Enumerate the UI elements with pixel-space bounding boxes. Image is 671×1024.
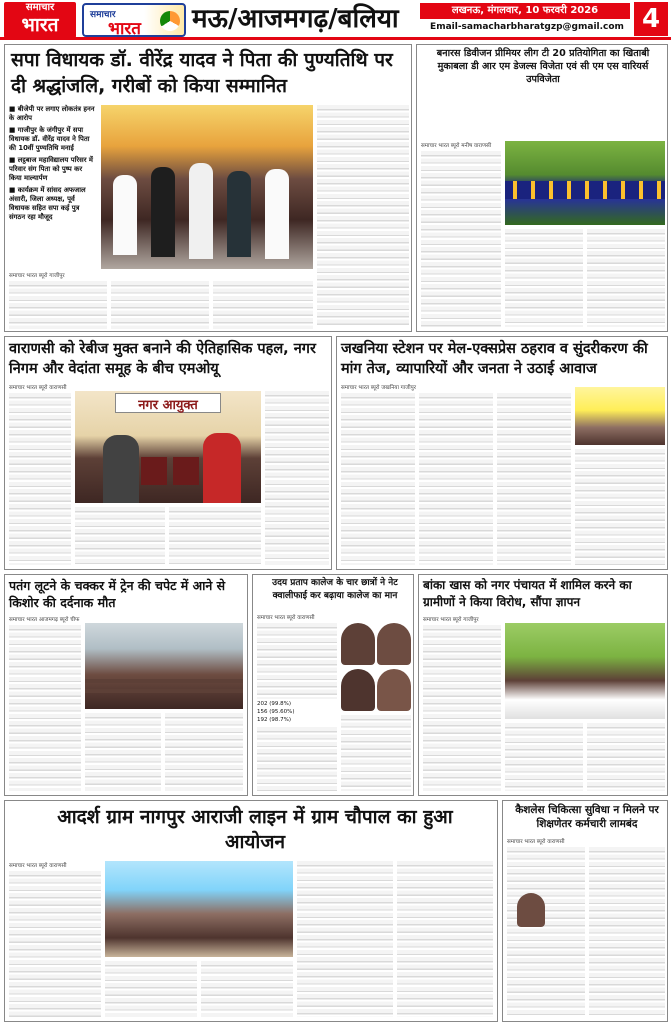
headline: आदर्श ग्राम नागपुर आराजी लाइन में ग्राम चौपाल का हुआ आयोजन [57, 806, 453, 853]
flag-emblem-icon [160, 11, 180, 31]
byline: समाचार भारत ब्यूरो वाराणसी [257, 615, 315, 621]
story-body-col2 [85, 713, 161, 791]
byline: समाचार भारत ब्यूरो वाराणसी [9, 863, 67, 869]
stat-1: 202 (99.8%) [257, 701, 292, 707]
team-photo [505, 141, 665, 225]
station-photo [575, 387, 665, 445]
byline: समाचार भारत ब्यूरो गाजीपुर [423, 617, 479, 623]
story-body-col3 [213, 281, 313, 329]
stat-2: 156 (95.60%) [257, 709, 295, 715]
story-body-col3 [165, 713, 243, 791]
chaupal-photo [105, 861, 293, 957]
bullet-item: ■ बीजेपी पर लगाए लोकतंत्र हनन के आरोप [9, 105, 95, 122]
byline: समाचार भारत ब्यूरो जखनिया गाजीपुर [341, 385, 417, 391]
story-body-col2 [75, 507, 165, 565]
story-article-1 [4, 44, 412, 332]
headline: जखनिया स्टेशन पर मेल-एक्सप्रेस ठहराव व सुंदरीकरण की मांग तेज, व्यापारियों और जनता ने उठाई आवाज [341, 341, 648, 377]
banner-text: नगर आयुक्त [138, 398, 198, 413]
byline: समाचार भारत ब्यूरो गाजीपुर [9, 273, 65, 279]
masthead-logo [4, 2, 76, 38]
story-body-col2 [105, 961, 197, 1017]
student-photo [341, 623, 375, 665]
story-photo [75, 391, 261, 503]
page-number-badge [634, 2, 668, 36]
bullet-list [9, 105, 97, 265]
story-body-col3 [587, 229, 665, 327]
story-body-col3 [497, 393, 571, 565]
bullet-item: ■ कार्यक्रम में सांसद अफजाल अंसारी, जिला अध्यक्ष, पूर्व विधायक सहित सपा कई पुत्र संगठन रहा मौजूद [9, 186, 86, 221]
bullet-item: ■ गाजीपुर के जंगीपुर में सपा विधायक डॉ. वीरेंद्र यादव ने पिता की 10वीं पुण्यतिथि मनाई [9, 126, 90, 152]
headline: सपा विधायक डॉ. वीरेंद्र यादव ने पिता की पुण्यतिथि पर दी श्रद्धांजलि, गरीबों को किया सम्मानित [11, 49, 393, 97]
student-photo [341, 669, 375, 711]
story-article-6 [252, 574, 414, 796]
student-photo [377, 669, 411, 711]
bullet-item: ■ लट्ठबाज महाविद्यालय परिसर में परिवार संग पिता को पुष्प कर किया माल्यार्पण [9, 156, 93, 182]
story-body-col1 [421, 151, 501, 327]
story-body-col1 [341, 393, 415, 565]
story-photo [101, 105, 313, 269]
story-body-col2 [589, 847, 665, 1017]
headline: बांका खास को नगर पंचायत में शामिल करने का ग्रामीणों ने किया विरोध, सौंपा ज्ञापन [423, 578, 632, 609]
dateline-bar [420, 3, 630, 19]
story-article-8 [4, 800, 498, 1022]
official-photo [517, 893, 545, 927]
protest-photo [505, 623, 665, 719]
story-body-col1 [9, 393, 71, 565]
story-body-col1 [9, 625, 81, 791]
center-logo-main: भारत [108, 19, 141, 39]
logo-main-text: भारत [21, 14, 59, 36]
story-article-4 [336, 336, 668, 570]
byline: समाचार भारत ब्यूरो वाराणसी [507, 839, 565, 845]
email-text: Email-samacharbharatgzp@gmail.com [430, 22, 624, 32]
headline: उदय प्रताप कालेज के चार छात्रों ने नेट क्वालीफाई कर बढ़ाया कालेज का मान [272, 578, 398, 601]
edition-label: मऊ/आजमगढ़/बलिया [192, 4, 399, 34]
rail-track-photo [85, 623, 243, 709]
masthead [0, 0, 671, 40]
story-body-col3 [587, 723, 665, 791]
story-body-col3 [169, 507, 261, 565]
stat-3: 192 (98.7%) [257, 717, 292, 723]
student-photo [377, 623, 411, 665]
story-body-right [317, 105, 409, 327]
masthead-center-logo [82, 3, 186, 37]
story-body-col1 [9, 281, 107, 329]
headline: पतंग लूटने के चक्कर में ट्रेन की चपेट में आने से किशोर की दर्दनाक मौत [9, 578, 226, 610]
story-body-col3 [341, 715, 411, 791]
byline: समाचार भारत ब्यूरो वाराणसी [9, 385, 67, 391]
headline: वाराणसी को रेबीज मुक्त बनाने की ऐतिहासिक पहल, नगर निगम और वेदांता समूह के बीच एमओयू [9, 341, 316, 377]
story-body-col4 [575, 449, 665, 565]
story-body-col1 [9, 871, 101, 1017]
story-article-7 [418, 574, 668, 796]
logo-top-text: समाचार [25, 2, 55, 13]
headline: कैशलेस चिकित्सा सुविधा न मिलने पर शिक्षणेतर कर्मचारी लामबंद [515, 804, 659, 830]
story-body-col2 [505, 723, 583, 791]
headline: बनारस डिवीजन प्रीमियर लीग टी 20 प्रतियोगिता का खिताबी मुकाबला डी आर एम डेजल्स विजेता एवं सी एम एस वारियर्स उपविजेता [436, 48, 650, 85]
story-body-col1 [423, 625, 501, 791]
story-body-col3 [201, 961, 293, 1017]
center-logo-top: समाचार [90, 10, 116, 20]
story-body-col5 [397, 861, 493, 1017]
story-article-3 [4, 336, 332, 570]
byline: समाचार भारत आजमगढ़ ब्यूरो चीफ [9, 617, 80, 623]
story-body-col2 [111, 281, 209, 329]
story-body-col1 [507, 847, 585, 1017]
story-body-col4 [265, 391, 329, 565]
story-article-2 [416, 44, 668, 332]
story-body-col4 [297, 861, 393, 1017]
banner-sign [115, 393, 221, 413]
story-article-5 [4, 574, 248, 796]
story-body-col2 [505, 229, 583, 327]
byline: समाचार भारत ब्यूरो मनीष वाराणसी [421, 143, 492, 149]
story-article-9 [502, 800, 668, 1022]
dateline-text: लखनऊ, मंगलवार, 10 फरवरी 2026 [451, 5, 599, 16]
story-body-col2 [257, 727, 337, 791]
page-number: 4 [641, 4, 661, 34]
story-body-col1 [257, 623, 337, 699]
story-body-col2 [419, 393, 493, 565]
